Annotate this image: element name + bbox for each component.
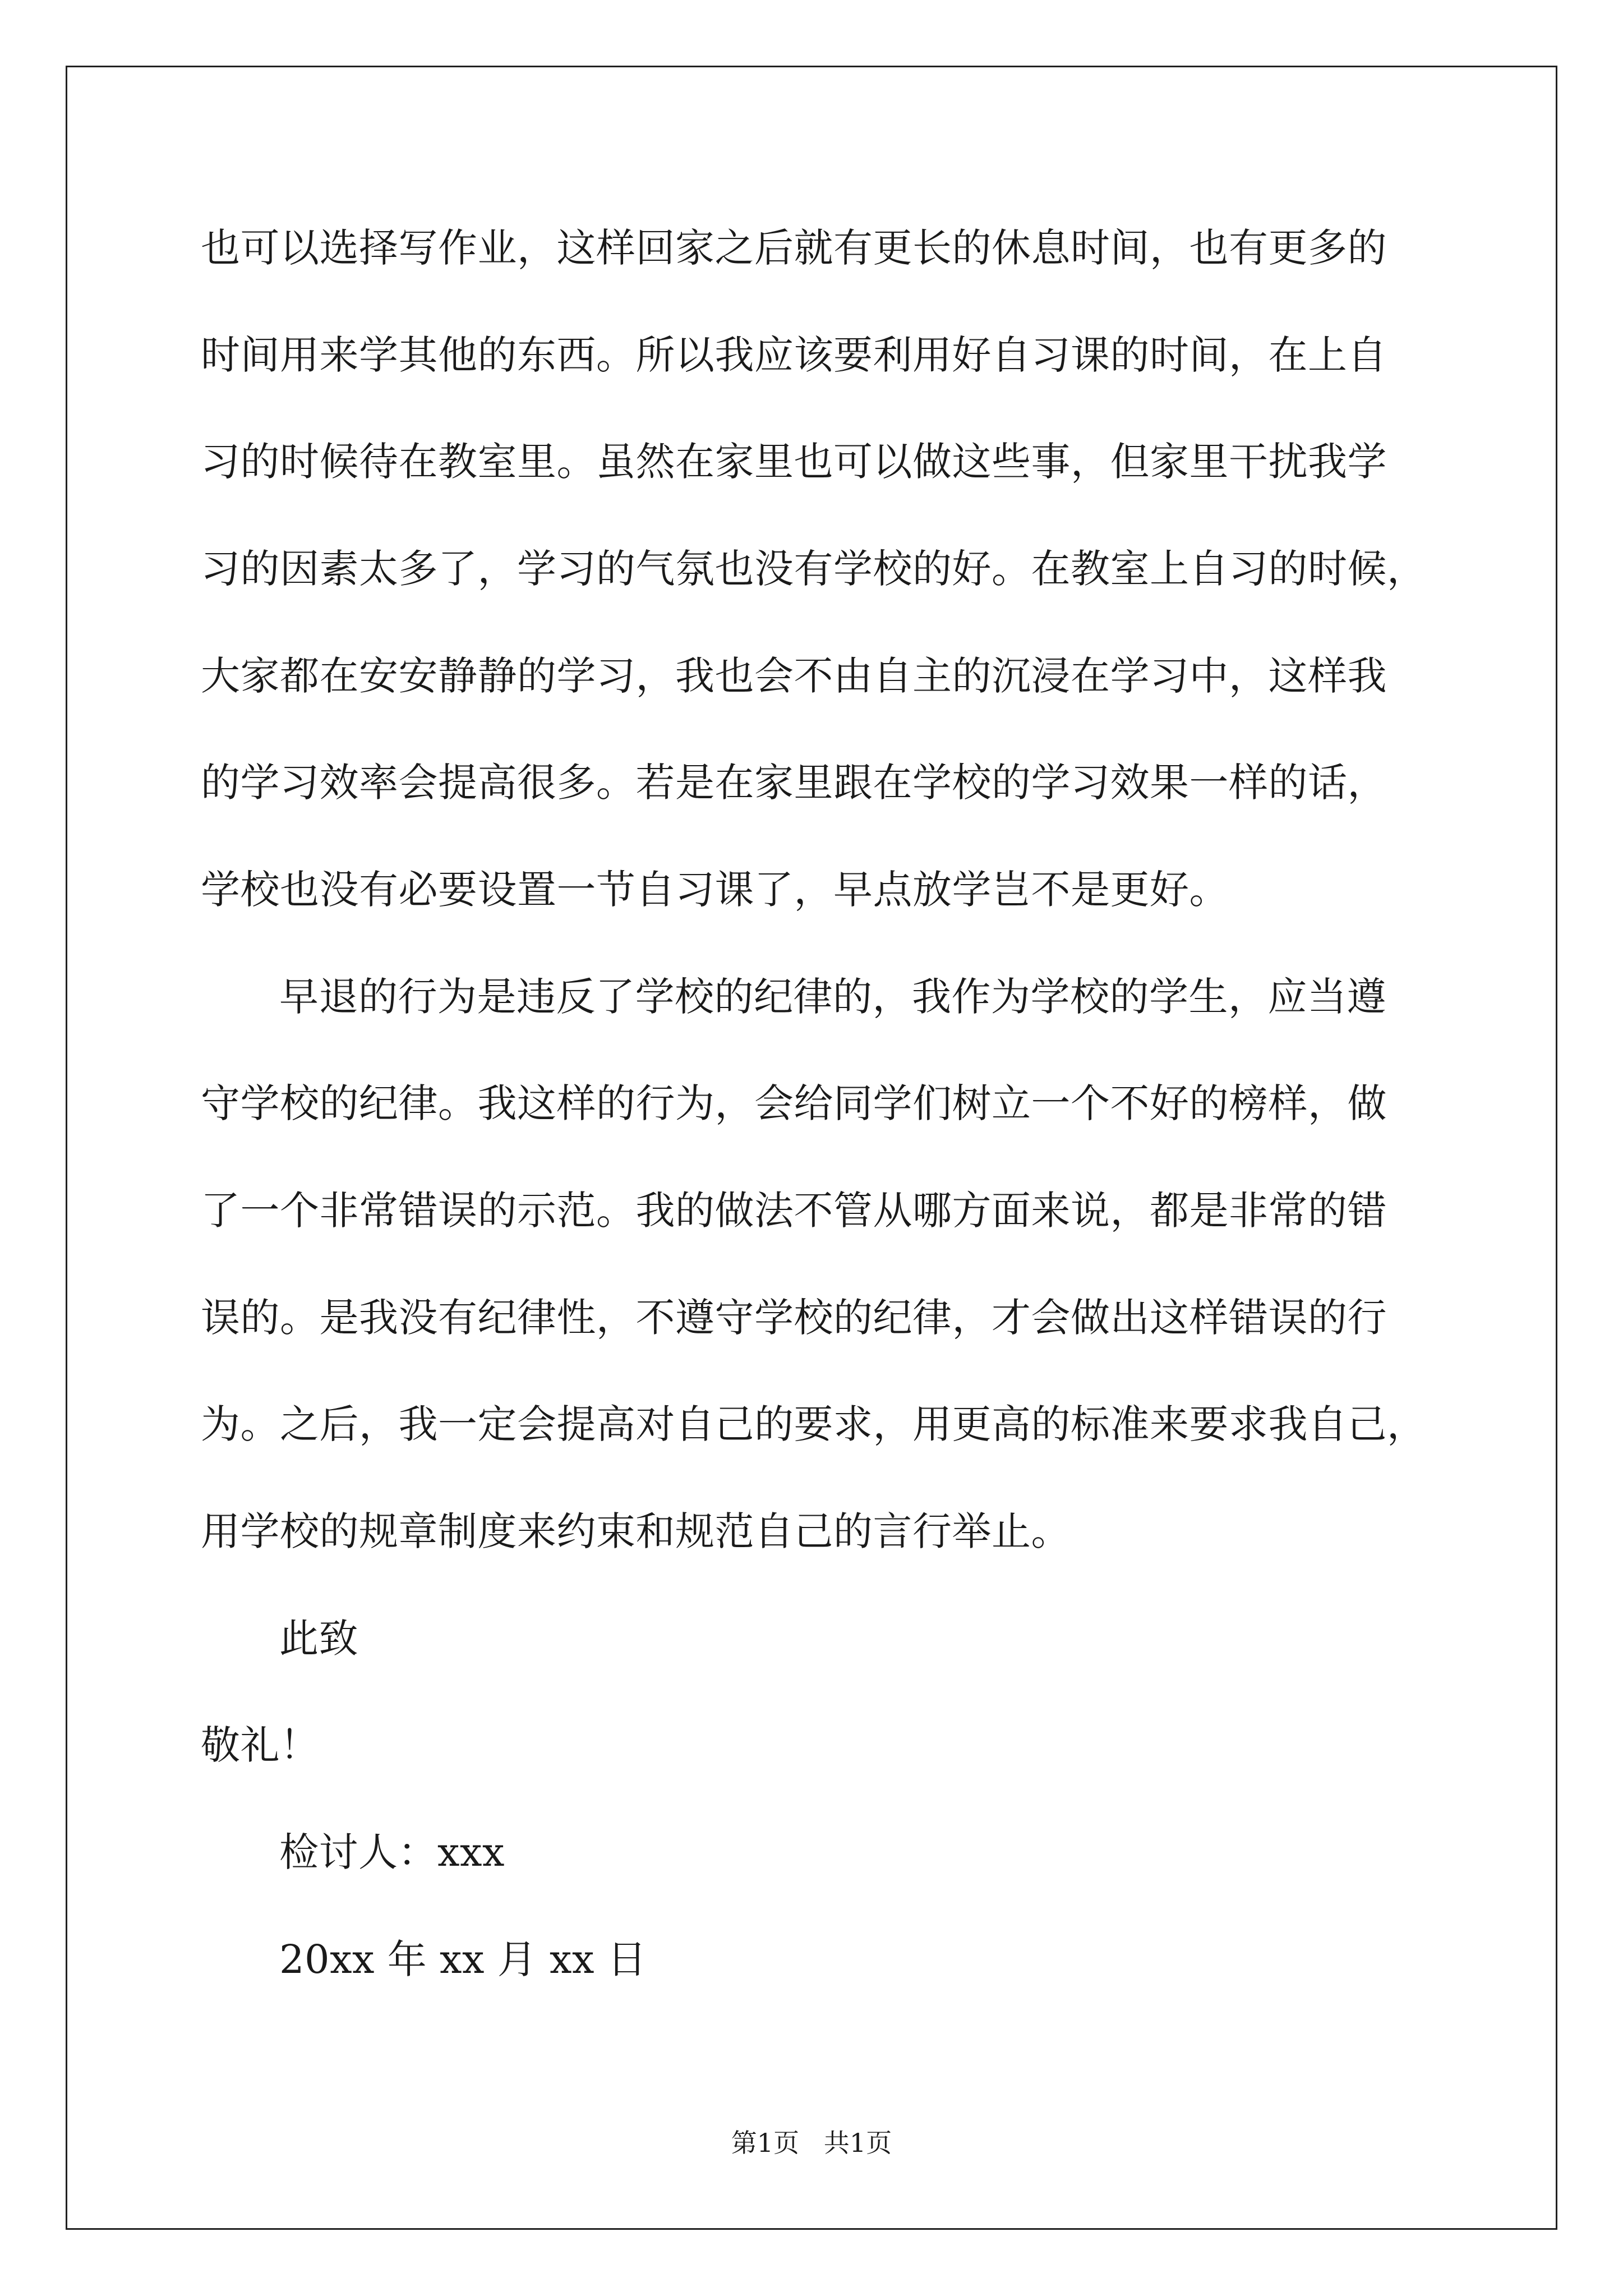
paragraph-1-line-1: 也可以选择写作业，这样回家之后就有更长的休息时间，也有更多的 xyxy=(201,225,1387,271)
date-line: 20xx 年 xx 月 xx 日 xyxy=(279,1936,647,1982)
paragraph-2-line-3: 了一个非常错误的示范。我的做法不管从哪方面来说，都是非常的错 xyxy=(201,1188,1387,1234)
paragraph-1-line-2: 时间用来学其他的东西。所以我应该要利用好自习课的时间，在上自 xyxy=(201,332,1387,378)
paragraph-2-line-2: 守学校的纪律。我这样的行为，会给同学们树立一个不好的榜样，做 xyxy=(201,1080,1387,1126)
paragraph-2-line-6: 用学校的规章制度来约束和规范自己的言行举止。 xyxy=(201,1508,1071,1554)
regards: 敬礼！ xyxy=(201,1722,320,1768)
page-border xyxy=(66,66,1557,2230)
paragraph-1-line-7: 学校也没有必要设置一节自习课了，早点放学岂不是更好。 xyxy=(201,867,1229,913)
paragraph-2-line-5: 为。之后，我一定会提高对自己的要求，用更高的标准来要求我自己， xyxy=(201,1401,1427,1447)
paragraph-2-line-1: 早退的行为是违反了学校的纪律的，我作为学校的学生，应当遵 xyxy=(279,974,1386,1020)
paragraph-2-line-4: 误的。是我没有纪律性，不遵守学校的纪律，才会做出这样错误的行 xyxy=(201,1295,1387,1341)
paragraph-1-line-4: 习的因素太多了，学习的气氛也没有学校的好。在教室上自习的时候， xyxy=(201,546,1427,592)
paragraph-1-line-5: 大家都在安安静静的学习，我也会不由自主的沉浸在学习中，这样我 xyxy=(201,653,1387,699)
page-footer: 第1页 共1页 xyxy=(731,2128,892,2158)
author-signature: 检讨人：xxx xyxy=(279,1829,505,1875)
salutation: 此致 xyxy=(279,1616,358,1662)
paragraph-1-line-6: 的学习效率会提高很多。若是在家里跟在学校的学习效果一样的话， xyxy=(201,760,1387,806)
paragraph-1-line-3: 习的时候待在教室里。虽然在家里也可以做这些事，但家里干扰我学 xyxy=(201,439,1387,485)
